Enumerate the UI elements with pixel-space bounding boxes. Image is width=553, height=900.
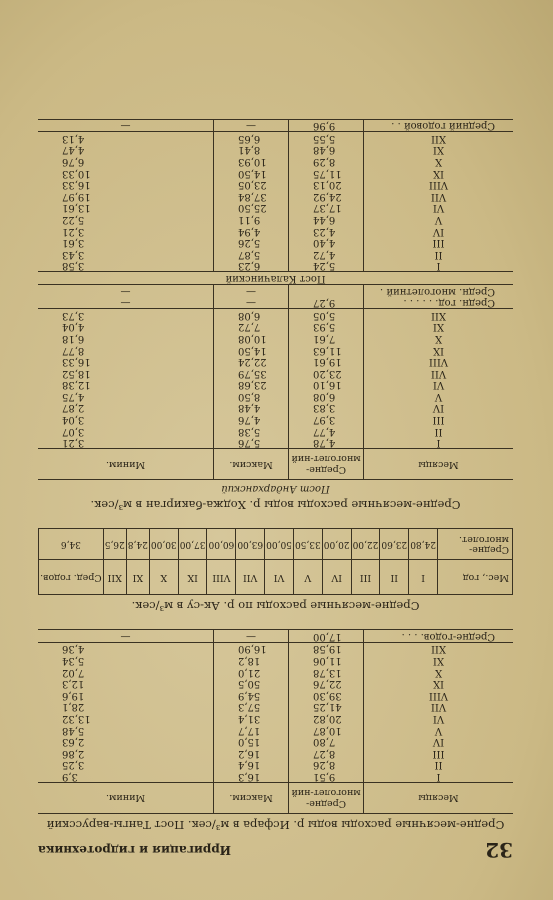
cell-mean: 17,00 [289,630,364,643]
cell-max: 14,50 [214,167,289,179]
page-number: 32 [485,838,513,862]
aksu-value: 37,00 [178,529,207,560]
cell-max: 9,11 [214,213,289,225]
cell-month: VI [432,713,445,725]
cell-min: 4,04 [38,321,214,333]
cell-month: XI [432,321,445,333]
cell-month: IV [432,402,445,414]
cell-mean: 5,05 [289,309,364,321]
cell-mean: 19,61 [289,356,364,368]
cell-max: 23,05 [214,179,289,191]
cell-max: 4,48 [214,402,289,414]
cell-month: IX [432,678,445,690]
cell-min: 13,32 [38,712,214,724]
table-row [38,225,513,237]
cell-month: XI [432,655,445,667]
table-row [38,237,513,249]
cell-max: 22,24 [214,356,289,368]
cell-min: 19,97 [38,190,214,202]
cell-mean: 4,78 [289,437,364,449]
summary-row [38,297,513,309]
table-row [38,213,513,225]
cell-min: 3,21 [38,437,214,449]
cell-month: Средний годовой . . [364,119,514,132]
table-row [38,321,513,333]
summary-row [38,119,513,132]
cell-min: 16,33 [38,179,214,191]
table-row [38,179,513,191]
kalachin-footer [38,119,513,132]
aksu-value: 33,50 [293,529,322,560]
aksu-month: III [351,560,380,595]
cell-mean: 9,96 [289,119,364,132]
cell-min: 12,38 [38,379,214,391]
aksu-month: IV [322,560,351,595]
cell-mean: 11,75 [289,167,364,179]
cell-max: — [214,119,289,132]
aksu-value: 63,00 [236,529,265,560]
table-row [38,642,513,654]
cell-min: 6,76 [38,155,214,167]
cell-month: XI [432,144,445,156]
cell-min: — [38,119,214,132]
aksu-value: 26,5 [103,529,126,560]
cell-max: 16,3 [214,770,289,782]
aksu-row-head-months: Мес., год [438,560,513,595]
aksu-value: 34,6 [39,529,104,560]
aksu-row-head-values: Средне-многолет. [438,529,513,560]
cell-month: II [434,759,443,771]
cell-mean: 5,55 [289,132,364,144]
cell-mean: 41,25 [289,701,364,713]
cell-month: IX [432,167,445,179]
cell-mean: 10,87 [289,724,364,736]
cell-max: — [214,297,289,309]
cell-mean: 4,72 [289,248,364,260]
cell-month: III [432,747,445,759]
page-header [38,840,513,860]
cell-month: III [432,414,445,426]
cell-mean: 20,13 [289,179,364,191]
cell-max: 7,72 [214,321,289,333]
cell-max: 23,68 [214,379,289,391]
table-row [38,724,513,736]
andarkhan-body [38,309,513,449]
cell-max: 16,90 [214,642,289,654]
cell-mean: 6,48 [289,144,364,156]
cell-max: 10,08 [214,332,289,344]
aksu-month: V [293,560,322,595]
cell-min: 5,22 [38,213,214,225]
aksu-value: 24,8 [126,529,149,560]
cell-month: V [434,390,443,402]
cell-max: 17,7 [214,724,289,736]
isfara-body [38,642,513,782]
cell-min: 3,61 [38,237,214,249]
aksu-month: Сред. годов. [39,560,104,595]
cell-max: 5,87 [214,248,289,260]
aksu-value: 23,60 [380,529,409,560]
cell-max: 54,9 [214,689,289,701]
cell-month: VI [432,202,445,214]
table-row [38,414,513,426]
cell-mean: 19,58 [289,642,364,654]
cell-max: 16,4 [214,759,289,771]
cell-month: XII [364,132,514,144]
running-title: Ирригация и гидротехника [38,843,232,857]
table-row [38,356,513,368]
cell-month: I [436,437,441,449]
cell-mean: 4,23 [289,225,364,237]
cell-mean: 9,51 [289,770,364,782]
col-header-mean: Средне-многолет-ний [289,783,364,814]
col-header-month: Месяцы [364,783,514,814]
cell-mean: 7,80 [289,736,364,748]
table-row [38,167,513,179]
cell-min: 13,61 [38,202,214,214]
cell-min: 28,1 [38,701,214,713]
cell-min: 12,3 [38,678,214,690]
cell-mean: 3,97 [289,414,364,426]
cell-mean: 7,61 [289,332,364,344]
cell-min: 3,04 [38,414,214,426]
cell-mean: 13,78 [289,666,364,678]
table-row [38,759,513,771]
cell-month: IV [432,225,445,237]
cell-mean: 6,44 [289,213,364,225]
cell-month: V [434,724,443,736]
cell-min: 2,63 [38,736,214,748]
table-row [38,736,513,748]
aksu-months-row [39,560,513,595]
cell-mean: 11,63 [289,344,364,356]
cell-month: XII [364,309,514,321]
aksu-value: 50,00 [265,529,294,560]
cell-max: 5,38 [214,425,289,437]
cell-max: 4,94 [214,225,289,237]
cell-mean: 5,24 [289,260,364,272]
cell-mean: 22,76 [289,678,364,690]
table-row [38,202,513,214]
cell-min: 18,52 [38,367,214,379]
cell-max: 6,23 [214,260,289,272]
cell-mean: 8,26 [289,759,364,771]
cell-max: 14,50 [214,344,289,356]
cell-max: 37,84 [214,190,289,202]
table-row [38,248,513,260]
cell-max: 4,76 [214,414,289,426]
aksu-month: X [149,560,178,595]
aksu-value: 22,00 [351,529,380,560]
cell-min: 3,9 [38,770,214,782]
aksu-value: 20,00 [322,529,351,560]
cell-mean: 9,27 [289,297,364,309]
cell-month: Средне-годов. . . . [364,630,514,643]
cell-mean [289,284,364,296]
cell-min: — [38,284,214,296]
table1-post: Пост Андарханский [221,483,330,495]
aksu-values-row [39,529,513,560]
aksu-month: XII [103,560,126,595]
cell-min: 8,77 [38,344,214,356]
cell-month: III [432,237,445,249]
cell-month: X [434,332,443,344]
cell-month: IV [432,736,445,748]
col-header-min: Миним. [38,449,214,480]
aksu-value: 30,00 [149,529,178,560]
cell-min: 3,73 [38,309,214,321]
cell-min: 4,75 [38,390,214,402]
col-header-max: Максим. [214,783,289,814]
khodzha-table [38,119,513,481]
cell-max: 6,65 [214,132,289,144]
table-row [38,367,513,379]
table-row [38,190,513,202]
cell-max: 5,76 [214,437,289,449]
table-row [38,309,513,321]
cell-min: 16,33 [38,356,214,368]
cell-month: I [436,260,441,272]
cell-min: 2,86 [38,747,214,759]
cell-max: — [214,284,289,296]
cell-mean: 39,30 [289,689,364,701]
cell-max: 50,5 [214,678,289,690]
cell-max: 8,41 [214,144,289,156]
cell-month: XII [364,642,514,654]
cell-min: 4,47 [38,144,214,156]
cell-mean: 24,92 [289,190,364,202]
cell-mean: 5,93 [289,321,364,333]
cell-month: II [434,248,443,260]
aksu-month: VI [265,560,294,595]
kalachin-body [38,132,513,272]
cell-month: IX [432,344,445,356]
cell-min: 10,33 [38,167,214,179]
cell-month: VIII [428,689,449,701]
summary-row [38,630,513,643]
cell-min: 5,48 [38,724,214,736]
cell-min: 7,02 [38,666,214,678]
cell-min: 3,58 [38,260,214,272]
cell-max: 6,08 [214,309,289,321]
table3-title: Средне-месячные расходы по р. Ак-су в м³/сек. [131,599,420,614]
cell-max: 16,2 [214,747,289,759]
cell-month: VIII [428,356,449,368]
table-row [38,701,513,713]
isfara-table [38,629,513,814]
cell-max: 35,79 [214,367,289,379]
isfara-footer [38,630,513,643]
cell-min: 2,87 [38,402,214,414]
cell-mean: 8,29 [289,155,364,167]
cell-min: 4,13 [38,132,214,144]
aksu-month: XI [126,560,149,595]
cell-mean: 11,06 [289,654,364,666]
table-row [38,144,513,156]
cell-max: 31,4 [214,712,289,724]
cell-mean: 6,08 [289,390,364,402]
table-row [38,666,513,678]
table-row [38,712,513,724]
andarkhan-footer [38,284,513,308]
table-row [38,332,513,344]
table-row [38,747,513,759]
table-row [38,437,513,449]
cell-month: I [436,771,441,782]
col-header-month: Месяцы [364,449,514,480]
col-header-max: Максим. [214,449,289,480]
table-row [38,689,513,701]
cell-max: 25,50 [214,202,289,214]
table-row [38,402,513,414]
cell-max: 15,0 [214,736,289,748]
table-row [38,770,513,782]
aksu-table [38,528,513,595]
cell-mean: 16,10 [289,379,364,391]
table-row [38,390,513,402]
cell-month: X [434,666,443,678]
col-header-mean: Средне-многолет-ний [289,449,364,480]
cell-min: — [38,297,214,309]
cell-max: 8,50 [214,390,289,402]
cell-month: V [434,214,443,225]
cell-month: VII [430,190,447,202]
aksu-month: II [380,560,409,595]
cell-mean: 23,20 [289,367,364,379]
table-row [38,344,513,356]
table-row [38,260,513,272]
aksu-month: VII [236,560,265,595]
kalachin-post-label: Пост Калачинский [38,272,513,285]
cell-max: 10,93 [214,155,289,167]
cell-min: — [38,630,214,643]
cell-max: 5,26 [214,237,289,249]
cell-month: VI [432,379,445,391]
cell-month: Средн. год. . . . . . [403,297,495,309]
col-header-min: Миним. [38,783,214,814]
cell-min: 3,43 [38,248,214,260]
cell-min: 6,18 [38,332,214,344]
cell-mean: 8,27 [289,747,364,759]
cell-min: 4,36 [38,642,214,654]
table-row [38,678,513,690]
cell-min: 3,25 [38,759,214,771]
cell-max: 57,3 [214,701,289,713]
table-row [38,155,513,167]
cell-min: 3,07 [38,425,214,437]
cell-mean: 4,40 [289,237,364,249]
cell-month: VII [430,367,447,379]
table1-title: Средне-месячные расходы воды р. Ходжа-бакирган в м³/сек. [90,498,461,513]
cell-min: 5,34 [38,654,214,666]
cell-month: X [434,156,443,168]
cell-max: 18,2 [214,654,289,666]
cell-mean: 20,82 [289,712,364,724]
cell-max: — [214,630,289,643]
cell-month: Средн. многолетний . [364,284,514,296]
cell-min: 3,21 [38,225,214,237]
aksu-month: IX [178,560,207,595]
cell-max: 21,0 [214,666,289,678]
cell-mean: 17,37 [289,202,364,214]
cell-min: 19,6 [38,689,214,701]
table-row [38,379,513,391]
summary-row [38,284,513,296]
aksu-value: 24,80 [409,529,438,560]
table-row [38,425,513,437]
table-row [38,132,513,144]
aksu-value: 60,00 [207,529,236,560]
cell-month: II [434,425,443,437]
table4-title: Средне-месячные расходы воды р. Исфара в м³/сек. Пост Тангы-варусский [46,818,505,832]
table-row [38,654,513,666]
cell-mean: 4,77 [289,425,364,437]
aksu-month: VIII [207,560,236,595]
cell-month: VIII [428,179,449,191]
aksu-month: I [409,560,438,595]
cell-month: VII [430,701,447,713]
cell-mean: 3,83 [289,402,364,414]
